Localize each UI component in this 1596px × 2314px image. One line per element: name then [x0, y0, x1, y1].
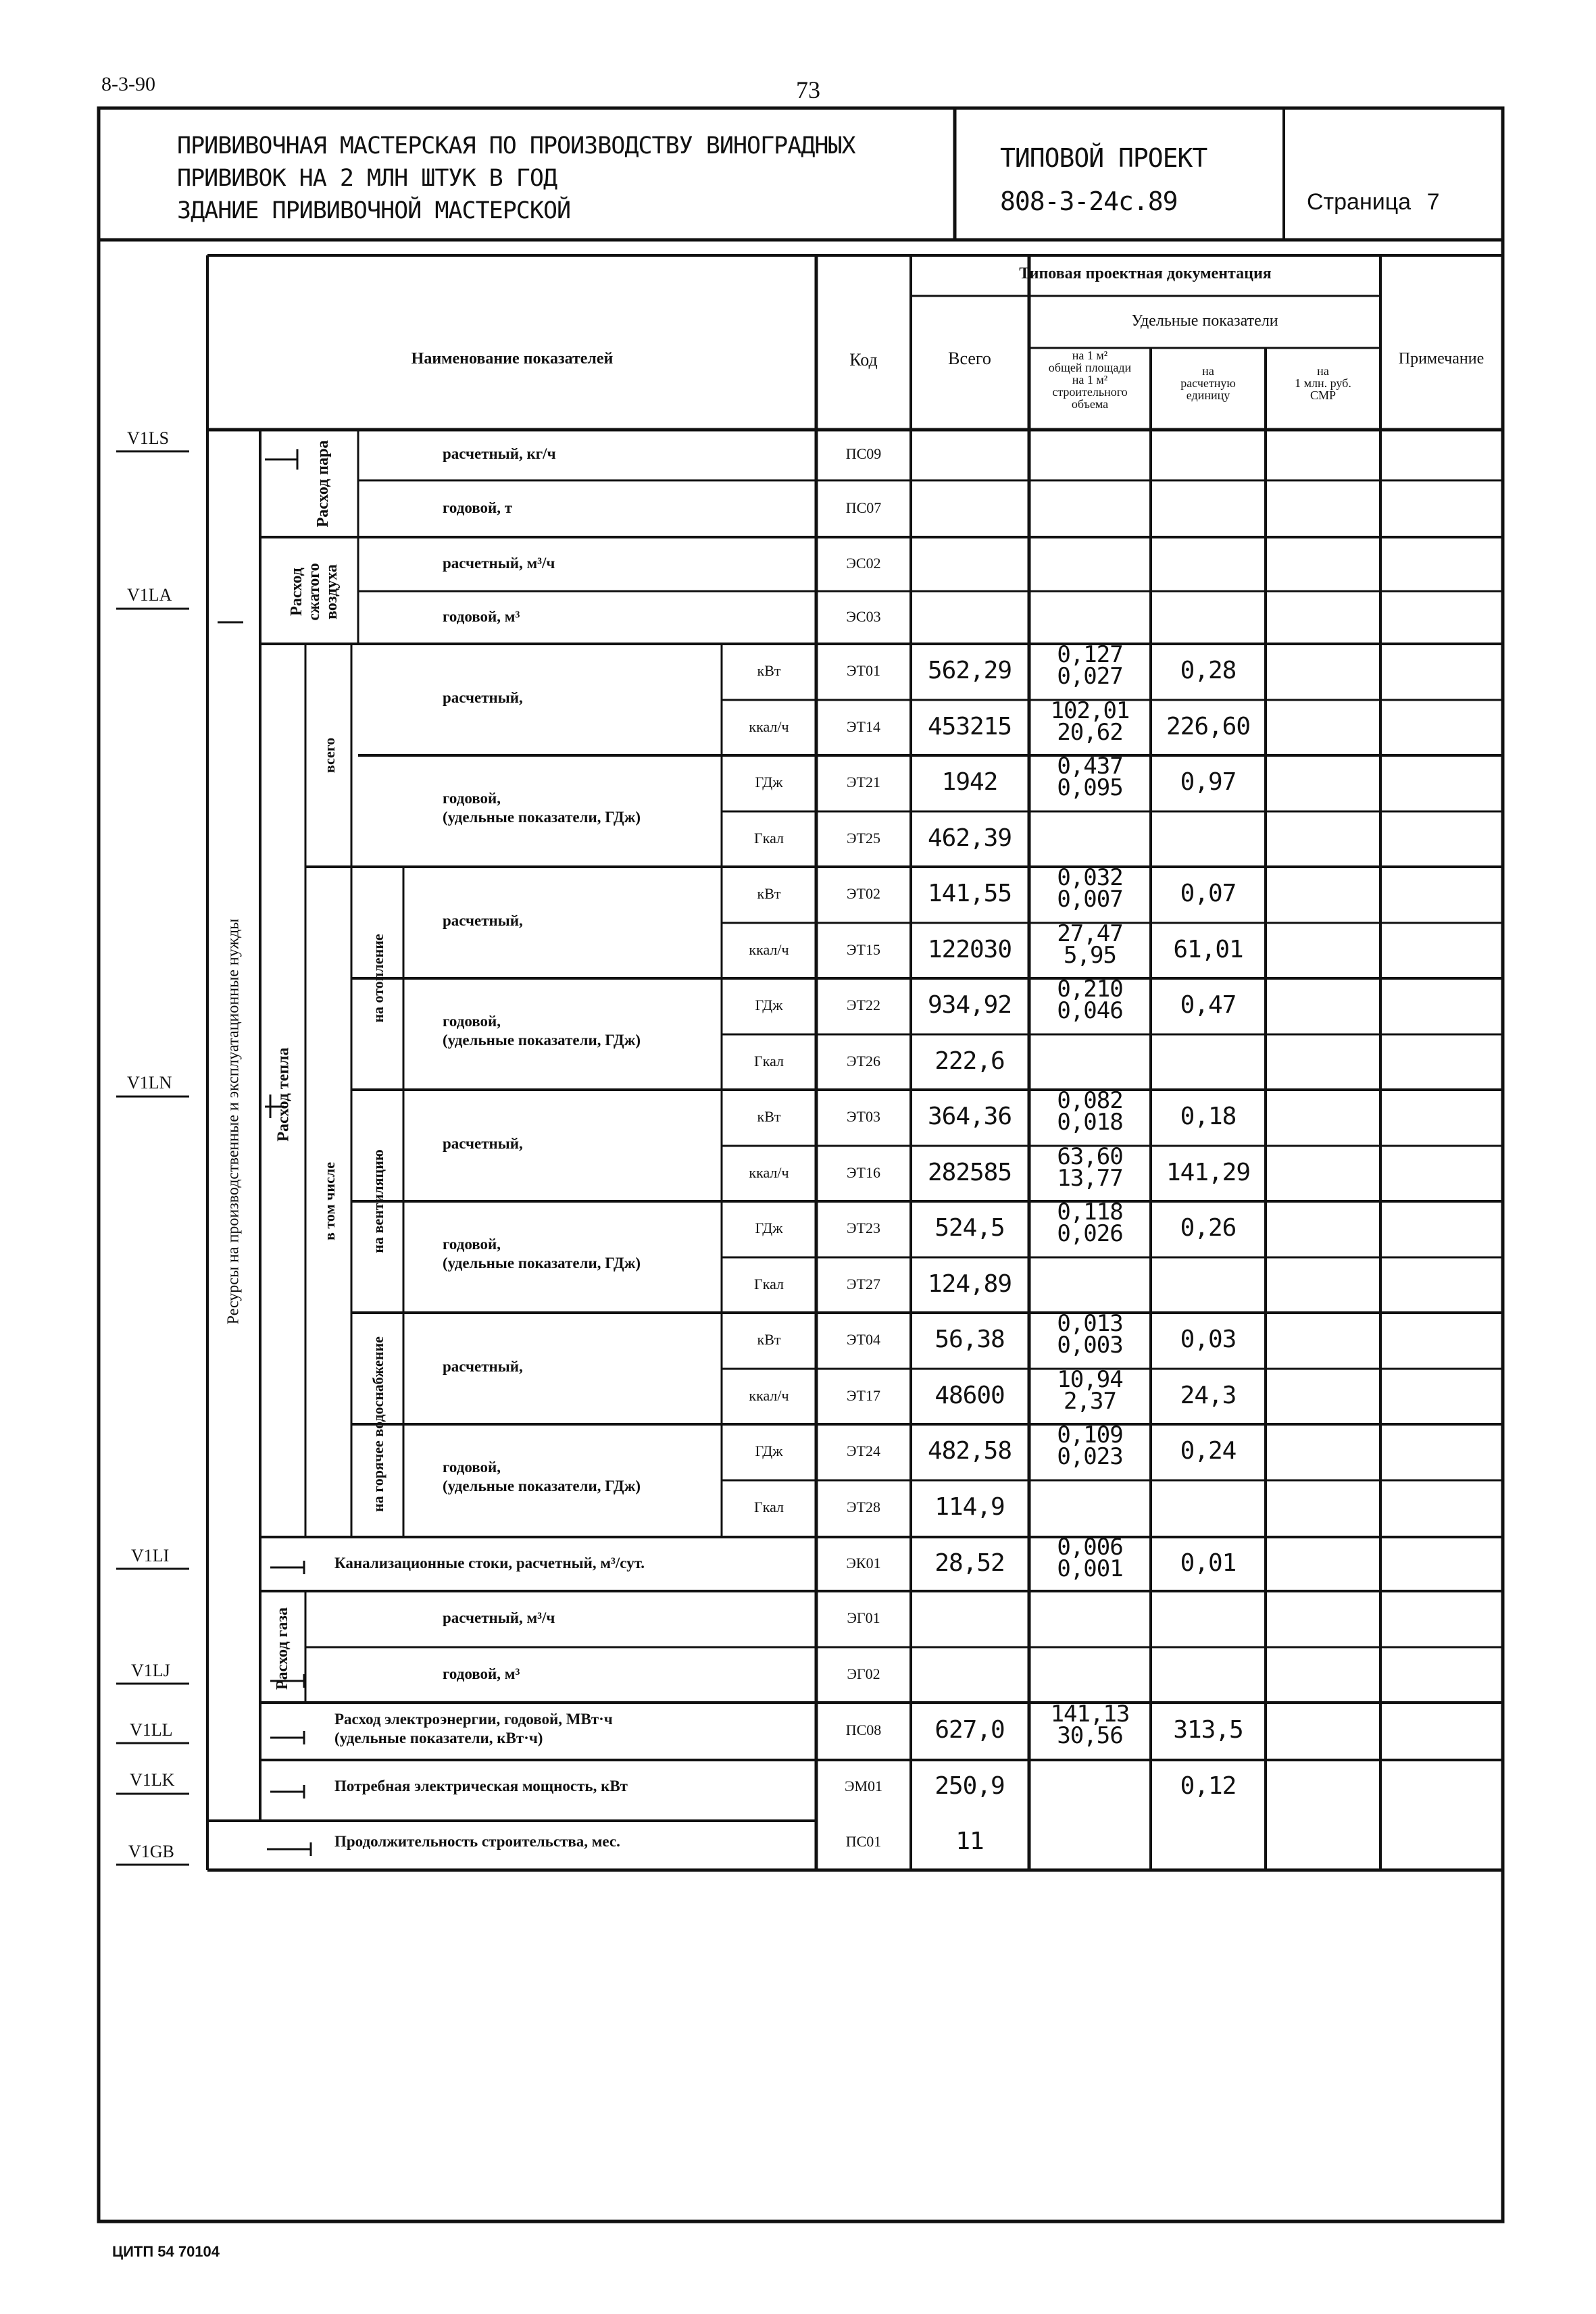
row-per-m2-area: 63,60	[1057, 1143, 1123, 1170]
row-per-m2-area: 0,082	[1057, 1087, 1123, 1114]
row-unit: ГДж	[755, 997, 783, 1013]
label-total-v: всего	[321, 737, 338, 774]
row-name: расчетный, кг/ч	[443, 445, 556, 462]
row-per-unit: 24,3	[1180, 1382, 1237, 1409]
row-code: ЭТ01	[847, 662, 880, 679]
row-code: ЭТ21	[847, 774, 880, 790]
row-unit: ккал/ч	[749, 941, 789, 958]
row-code: ЭГ01	[847, 1609, 880, 1626]
row-code: ПС01	[845, 1833, 882, 1850]
row-unit: Гкал	[753, 1276, 784, 1292]
label-air: Расход сжатого воздуха	[288, 563, 341, 621]
row-per-m2-area: 0,118	[1057, 1199, 1123, 1226]
row-name-sub: (удельные показатели, ГДж)	[443, 809, 641, 826]
row-name: годовой, т	[443, 499, 513, 516]
row-code: ЭК01	[846, 1555, 881, 1571]
per-mln-line: на	[1317, 364, 1329, 378]
row-total: 56,38	[934, 1326, 1005, 1353]
row-name-sub: (удельные показатели, кВт·ч)	[334, 1730, 543, 1746]
row-unit: кВт	[757, 885, 781, 902]
row-total: 114,9	[934, 1493, 1005, 1521]
row-per-m2-volume: 0,023	[1057, 1443, 1123, 1470]
left-code: V1LA	[127, 585, 172, 605]
row-name: расчетный, м³/ч	[443, 1609, 555, 1626]
row-per-m2-volume: 0,007	[1057, 886, 1123, 913]
row-per-m2-area: 0,032	[1057, 864, 1123, 891]
per-m2-line: строительного	[1052, 385, 1128, 399]
label-ventilation: на вентиляцию	[370, 1149, 386, 1253]
row-code: ЭТ26	[847, 1053, 880, 1070]
label-gas: Расход газа	[274, 1607, 291, 1690]
row-total: 141,55	[927, 880, 1012, 907]
row-per-unit: 0,26	[1180, 1214, 1237, 1242]
per-unit-line: на	[1202, 364, 1214, 378]
row-total: 524,5	[934, 1214, 1005, 1242]
col-header-per-mln	[1295, 365, 1351, 401]
per-mln-line: 1 млн. руб.	[1295, 376, 1351, 390]
row-code: ПС07	[845, 499, 882, 516]
row-per-m2-volume: 0,026	[1057, 1220, 1123, 1247]
col-header-name: Наименование показателей	[411, 350, 614, 368]
row-per-m2-volume: 5,95	[1064, 942, 1116, 969]
row-total: 124,89	[927, 1270, 1012, 1298]
row-name: годовой, м³	[443, 1665, 520, 1682]
row-total: 250,9	[934, 1772, 1005, 1800]
row-name: Потребная электрическая мощность, кВт	[334, 1778, 628, 1794]
label-resources: Ресурсы на производственные и эксплуатационные нужды	[224, 918, 243, 1325]
row-total: 122030	[927, 936, 1012, 963]
row-name: годовой,	[443, 1013, 501, 1030]
row-total: 482,58	[927, 1437, 1012, 1465]
row-code: ЭТ14	[847, 718, 880, 735]
row-per-unit: 226,60	[1166, 713, 1251, 740]
row-name: Канализационные стоки, расчетный, м³/сут.	[334, 1555, 645, 1571]
row-code: ЭТ24	[847, 1442, 880, 1459]
row-code: ЭТ15	[847, 941, 880, 958]
label-steam: Расход пара	[314, 440, 332, 528]
row-per-unit: 0,03	[1180, 1326, 1237, 1353]
row-per-m2-area: 0,109	[1057, 1422, 1123, 1449]
row-unit: кВт	[757, 1108, 781, 1125]
row-unit: Гкал	[753, 1499, 784, 1515]
col-header-code: Код	[849, 350, 878, 370]
row-code: ЭТ02	[847, 885, 880, 902]
row-per-m2-volume: 0,018	[1057, 1109, 1123, 1136]
row-total: 562,29	[927, 657, 1012, 684]
row-per-unit: 313,5	[1173, 1716, 1243, 1744]
row-per-unit: 0,12	[1180, 1772, 1237, 1800]
col-header-note: Примечание	[1398, 350, 1485, 368]
doc-code: 8-3-90	[101, 73, 155, 95]
row-unit: Гкал	[753, 830, 784, 847]
row-name: годовой,	[443, 1236, 501, 1253]
label-hot-water: на горячее водоснабжение	[370, 1336, 386, 1512]
row-name: Расход электроэнергии, годовой, МВт·ч	[334, 1711, 613, 1728]
row-per-m2-area: 10,94	[1057, 1366, 1123, 1393]
col-header-specific: Удельные показатели	[1131, 312, 1278, 330]
row-name: годовой, м³	[443, 608, 520, 625]
row-per-unit: 0,47	[1180, 991, 1237, 1019]
row-total: 453215	[927, 713, 1012, 740]
row-name-sub: (удельные показатели, ГДж)	[443, 1478, 641, 1494]
label-heating: на отопление	[370, 934, 386, 1023]
row-per-unit: 61,01	[1173, 936, 1243, 963]
row-per-m2-area: 0,013	[1057, 1310, 1123, 1337]
left-code: V1GB	[128, 1842, 174, 1861]
row-code: ЭТ04	[847, 1331, 880, 1348]
project-label: ТИПОВОЙ ПРОЕКТ	[1000, 143, 1207, 173]
row-per-unit: 0,01	[1180, 1549, 1237, 1577]
row-code: ЭГ02	[847, 1665, 880, 1682]
row-per-m2-volume: 0,046	[1057, 997, 1123, 1024]
row-per-m2-area: 27,47	[1057, 920, 1123, 947]
row-code: ЭТ27	[847, 1276, 880, 1292]
row-per-m2-volume: 2,37	[1064, 1388, 1116, 1415]
page-number: 73	[796, 76, 820, 103]
row-per-m2-volume: 20,62	[1057, 719, 1123, 746]
row-name: годовой,	[443, 790, 501, 807]
row-total: 11	[955, 1828, 984, 1855]
col-header-total: Всего	[948, 349, 991, 368]
row-name: расчетный,	[443, 1358, 523, 1375]
title-line-2: ПРИВИВОК НА 2 МЛН ШТУК В ГОД	[177, 165, 557, 192]
page-label-text: Страница	[1307, 189, 1412, 215]
col-header-typical-docs: Типовая проектная документация	[1019, 265, 1272, 282]
row-per-unit: 0,24	[1180, 1437, 1237, 1465]
row-total: 934,92	[927, 991, 1012, 1019]
row-total: 48600	[934, 1382, 1005, 1409]
row-name: годовой,	[443, 1459, 501, 1476]
row-code: ЭТ17	[847, 1387, 880, 1404]
left-code: V1LJ	[131, 1661, 170, 1680]
col-header-per-m2	[1049, 349, 1131, 410]
row-name: расчетный,	[443, 689, 523, 706]
row-per-m2-volume: 0,003	[1057, 1332, 1123, 1359]
row-total: 28,52	[934, 1549, 1005, 1577]
row-unit: ГДж	[755, 774, 783, 790]
row-name: Продолжительность строительства, мес.	[334, 1833, 620, 1850]
row-code: ЭТ22	[847, 997, 880, 1013]
row-per-unit: 0,97	[1180, 768, 1237, 796]
row-total: 222,6	[934, 1047, 1005, 1075]
row-per-m2-area: 0,210	[1057, 976, 1123, 1003]
left-code: V1LL	[130, 1720, 173, 1740]
project-code: 808-3-24с.89	[1000, 186, 1178, 216]
row-code: ЭС02	[846, 555, 881, 572]
per-m2-line: на 1 м²	[1072, 349, 1108, 362]
label-heat: Расход тепла	[274, 1047, 293, 1142]
row-code: ЭТ03	[847, 1108, 880, 1125]
per-unit-line: единицу	[1186, 388, 1230, 402]
row-code: ПС08	[845, 1721, 882, 1738]
row-per-unit: 0,28	[1180, 657, 1237, 684]
row-total: 364,36	[927, 1103, 1012, 1130]
row-name: расчетный, м³/ч	[443, 555, 555, 572]
row-per-m2-area: 0,127	[1057, 641, 1123, 668]
per-m2-line: общей площади	[1048, 361, 1132, 374]
row-per-m2-area: 0,006	[1057, 1534, 1123, 1561]
row-unit: Гкал	[753, 1053, 784, 1070]
row-code: ЭТ28	[847, 1499, 880, 1515]
row-unit: ккал/ч	[749, 1164, 789, 1181]
row-code: ЭТ25	[847, 830, 880, 847]
left-code: V1LK	[130, 1770, 175, 1790]
page-label-value: 7	[1426, 189, 1440, 215]
row-total: 462,39	[927, 824, 1012, 852]
row-per-m2-volume: 0,027	[1057, 663, 1123, 690]
row-per-m2-volume: 0,095	[1057, 774, 1123, 801]
label-incl: в том числе	[321, 1162, 338, 1240]
row-code: ЭМ01	[844, 1778, 883, 1794]
title-line-1: ПРИВИВОЧНАЯ МАСТЕРСКАЯ ПО ПРОИЗВОДСТВУ ВИНОГРАДНЫХ	[177, 132, 855, 159]
row-unit: ккал/ч	[749, 1387, 789, 1404]
row-code: ПС09	[845, 445, 882, 462]
row-total: 627,0	[934, 1716, 1005, 1744]
row-name-sub: (удельные показатели, ГДж)	[443, 1032, 641, 1049]
title-line-3: ЗДАНИЕ ПРИВИВОЧНОЙ МАСТЕРСКОЙ	[177, 197, 571, 224]
page-label	[1307, 189, 1439, 216]
row-total: 1942	[941, 768, 998, 796]
row-per-m2-area: 141,13	[1050, 1701, 1130, 1728]
row-unit: кВт	[757, 662, 781, 679]
per-unit-line: расчетную	[1180, 376, 1236, 390]
row-name: расчетный,	[443, 1135, 523, 1152]
row-per-m2-volume: 30,56	[1057, 1722, 1123, 1749]
footer-stamp: ЦИТП 54 70104	[112, 2243, 220, 2260]
row-per-m2-volume: 0,001	[1057, 1555, 1123, 1582]
left-code: V1LS	[127, 428, 170, 448]
row-per-m2-area: 0,437	[1057, 753, 1123, 780]
row-code: ЭТ16	[847, 1164, 880, 1181]
per-m2-line: на 1 м²	[1072, 373, 1108, 386]
left-code: V1LI	[131, 1546, 170, 1565]
row-per-m2-volume: 13,77	[1057, 1165, 1123, 1192]
row-unit: ГДж	[755, 1442, 783, 1459]
row-code: ЭС03	[846, 608, 881, 625]
row-per-unit: 0,18	[1180, 1103, 1237, 1130]
row-unit: кВт	[757, 1331, 781, 1348]
row-per-m2-area: 102,01	[1050, 697, 1130, 724]
col-header-per-unit	[1180, 365, 1236, 401]
row-code: ЭТ23	[847, 1219, 880, 1236]
row-name: расчетный,	[443, 912, 523, 929]
per-m2-line: объема	[1071, 397, 1109, 411]
row-total: 282585	[927, 1159, 1012, 1186]
row-per-unit: 0,07	[1180, 880, 1237, 907]
row-per-unit: 141,29	[1166, 1159, 1251, 1186]
per-mln-line: СМР	[1310, 388, 1337, 402]
left-code: V1LN	[127, 1073, 172, 1092]
row-unit: ГДж	[755, 1219, 783, 1236]
row-unit: ккал/ч	[749, 718, 789, 735]
row-name-sub: (удельные показатели, ГДж)	[443, 1255, 641, 1272]
